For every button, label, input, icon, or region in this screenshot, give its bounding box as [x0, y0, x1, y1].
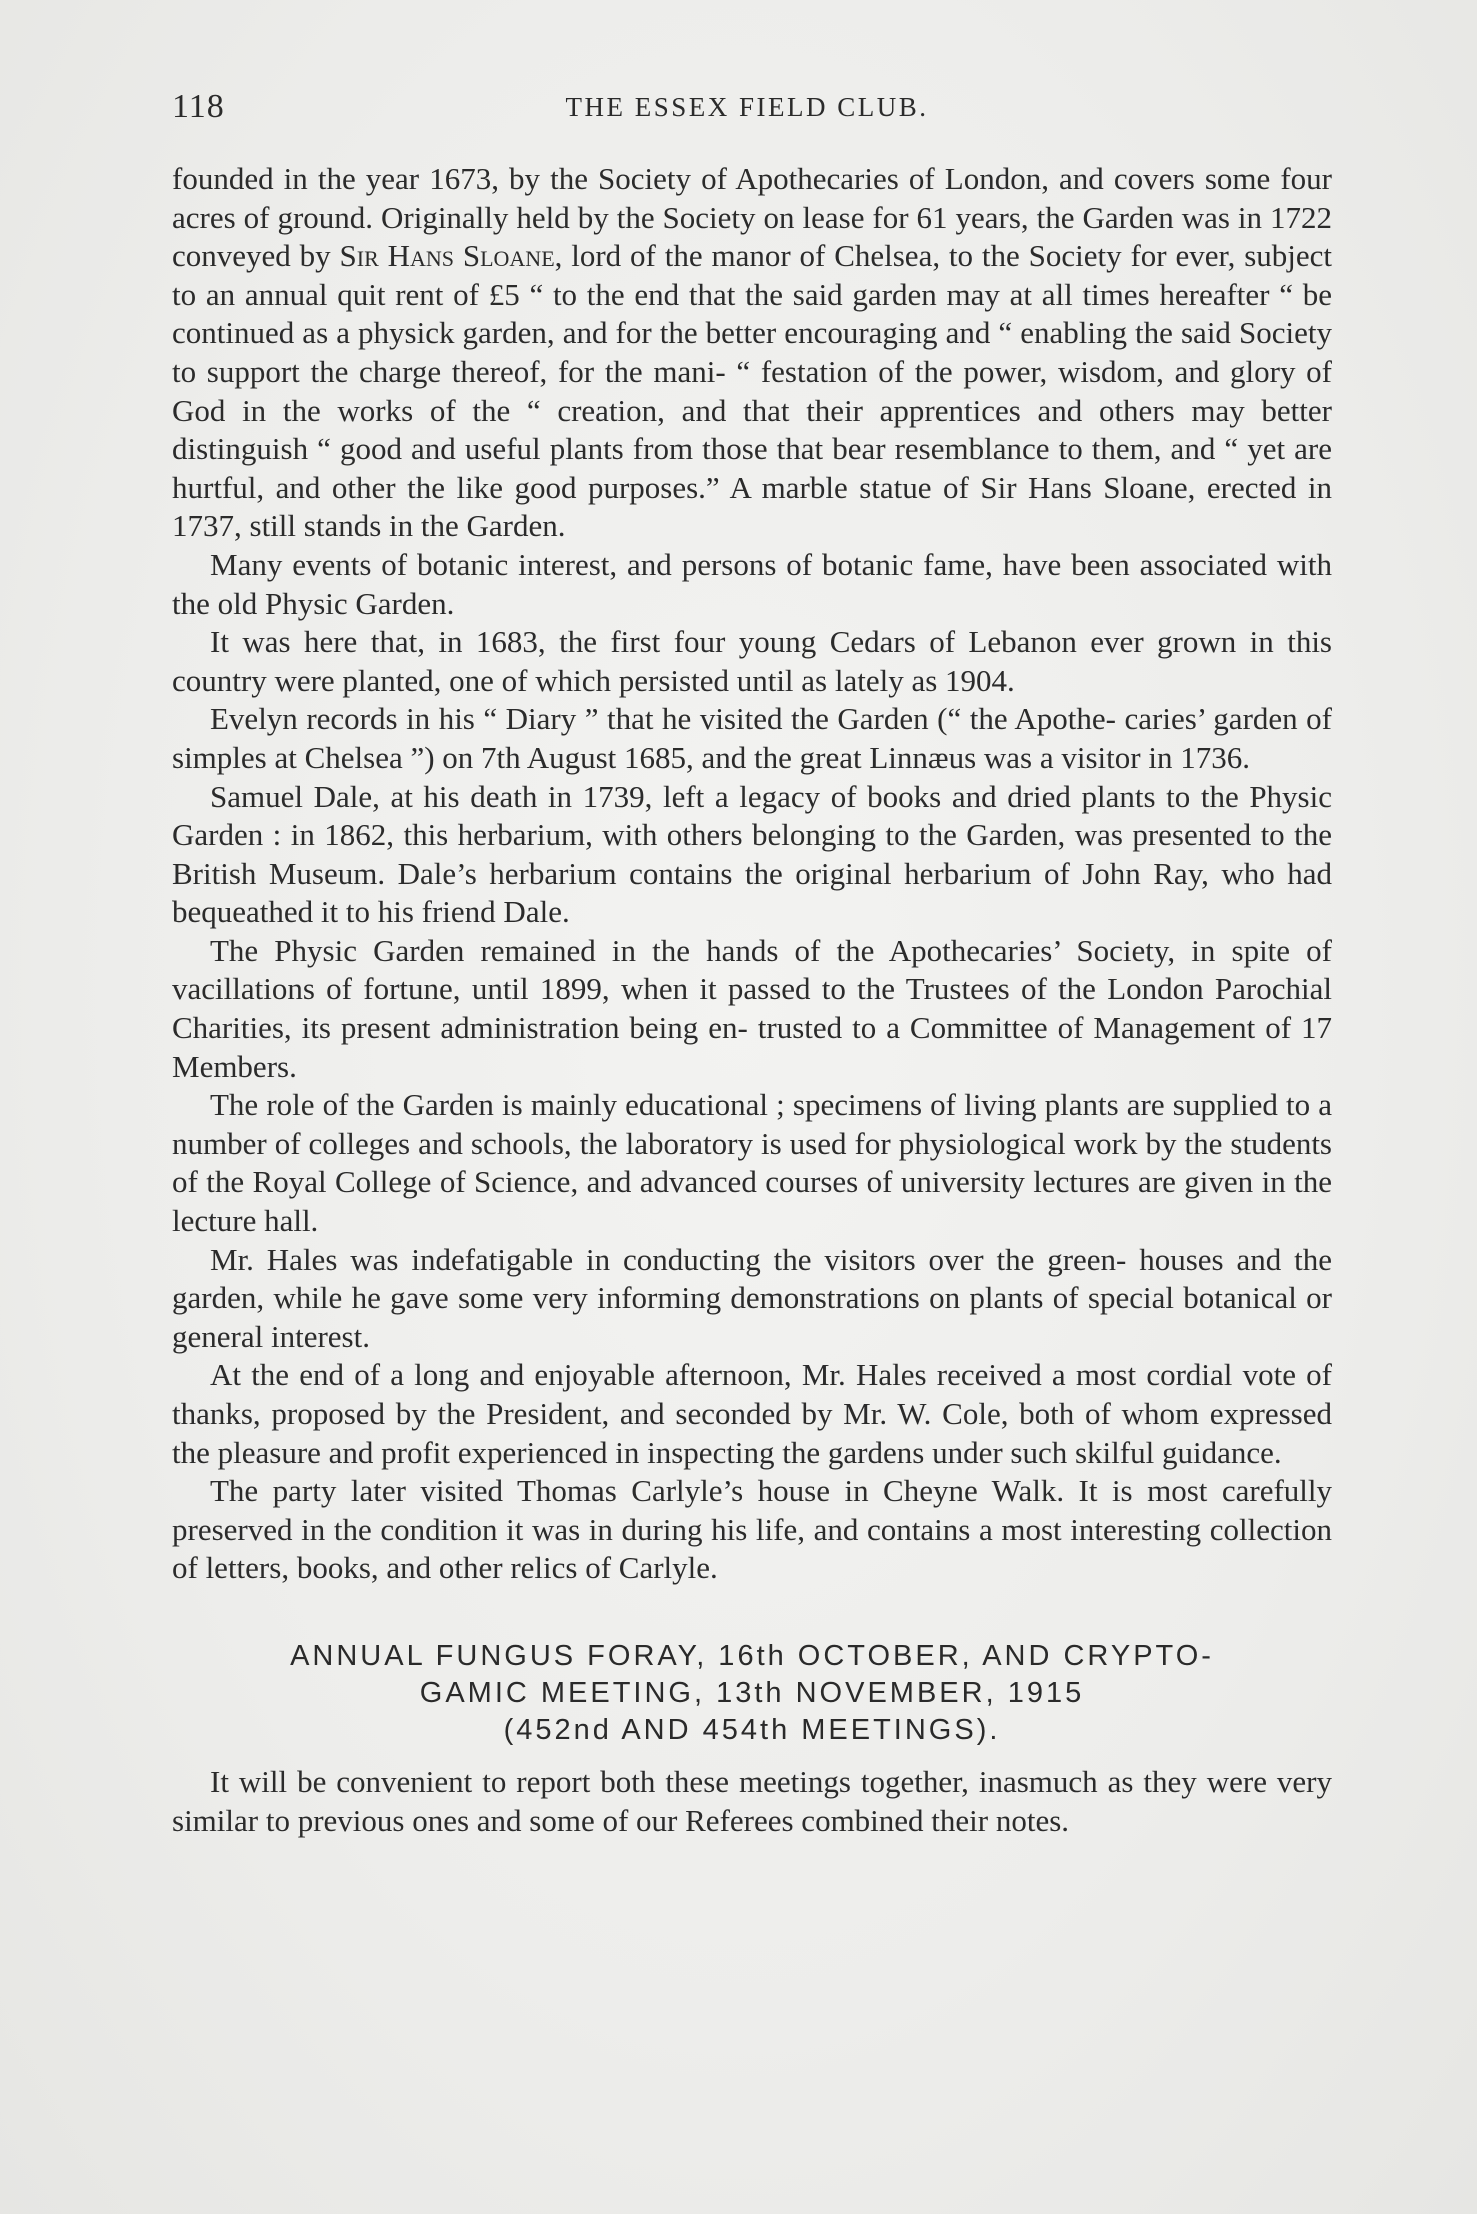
running-head — [172, 88, 1322, 128]
section-heading — [172, 1638, 1332, 1749]
paragraph-samuel-dale: Samuel Dale, at his death in 1739, left a legacy of books and dried plants to the Physic Garden : in 1862, this herbarium, with others belonging to the Garden, was presented to the British Museum. Dale’s herbarium contains the original herbarium of John Ray, who had bequeathed it to his friend Dale. — [172, 778, 1332, 930]
section-heading-line: ANNUAL FUNGUS FORAY, 16th OCTOBER, AND CRYPTO- — [290, 1639, 1214, 1672]
paragraph-physic-garden-history — [172, 160, 1332, 546]
paragraph-evelyn-diary: Evelyn records in his “ Diary ” that he visited the Garden (“ the Apothe- caries’ garden of simples at Chelsea ”) on 7th August 1685, and the great Linnæus was a visitor in 1736. — [172, 701, 1332, 775]
paragraph-text: , lord of the manor of Chelsea, to the Society for ever, subject to an annual quit rent of £5 “ to the end that the said garden may at all times hereafter “ be continued as a physick garden, and for the better encouraging and “ enabling the said Society to support the charge thereof, for the mani- “ festation of the power, wisdom, and glory of God in the works of the “ creation, and that their apprentices and others may better distinguish “ good and useful plants from those that bear resemblance to them, and “ yet are hurtful, and other the like good purposes.” A marble statue of Sir Hans Sloane, erected in 1737, still stands in the Garden. — [172, 238, 1332, 544]
section-heading-line: (452nd AND 454th MEETINGS). — [503, 1713, 1001, 1746]
sir-hans-sloane-name: Sir Hans Sloane — [339, 238, 555, 274]
paragraph-text: founded in the year 1673, by the Society of Apothecaries of London, and covers some four acres of ground. Originally held by the Society on lease for 61 years, the Garden was in 1722 conveyed by — [172, 161, 1332, 274]
paragraph-cedars-of-lebanon: It was here that, in 1683, the first four young Cedars of Lebanon ever grown in this country were planted, one of which persisted until as lately as 1904. — [172, 624, 1332, 698]
paragraph-mr-hales: Mr. Hales was indefatigable in conducting the visitors over the green- houses and the garden, while he gave some very informing demonstrations on plants of special botanical or general interest. — [172, 1241, 1332, 1354]
journal-title: THE ESSEX FIELD CLUB. — [565, 92, 929, 122]
paragraph-carlyle-house: The party later visited Thomas Carlyle’s house in Cheyne Walk. It is most carefully preserved in the condition it was in during his life, and contains a most interesting collection of letters, books, and other relics of Carlyle. — [172, 1473, 1332, 1586]
section-heading-line: GAMIC MEETING, 13th NOVEMBER, 1915 — [419, 1676, 1085, 1709]
paragraph-apothecaries-society: The Physic Garden remained in the hands of the Apothecaries’ Society, in spite of vacillations of fortune, until 1899, when it passed to the Trustees of the London Parochial Charities, its present administration being en- trusted to a Committee of Management of 17 Members. — [172, 932, 1332, 1084]
paragraph-section-intro: It will be convenient to report both these meetings together, inasmuch as they were very similar to previous ones and some of our Referees combined their notes. — [172, 1763, 1332, 1838]
paragraph-botanic-interest: Many events of botanic interest, and persons of botanic fame, have been associated with the old Physic Garden. — [172, 546, 1332, 621]
paragraph-vote-of-thanks: At the end of a long and enjoyable afternoon, Mr. Hales received a most cordial vote of thanks, proposed by the President, and seconded by Mr. W. Cole, both of whom expressed the pleasure and profit experienced in inspecting the gardens under such skilful guidance. — [172, 1357, 1332, 1470]
page-number: 118 — [172, 88, 225, 125]
paragraph-educational-role: The role of the Garden is mainly educational ; specimens of living plants are supplied to a number of colleges and schools, the laboratory is used for physiological work by the students of the Royal College of Science, and advanced courses of university lectures are given in the lecture hall. — [172, 1087, 1332, 1239]
body-text — [172, 160, 1332, 1840]
